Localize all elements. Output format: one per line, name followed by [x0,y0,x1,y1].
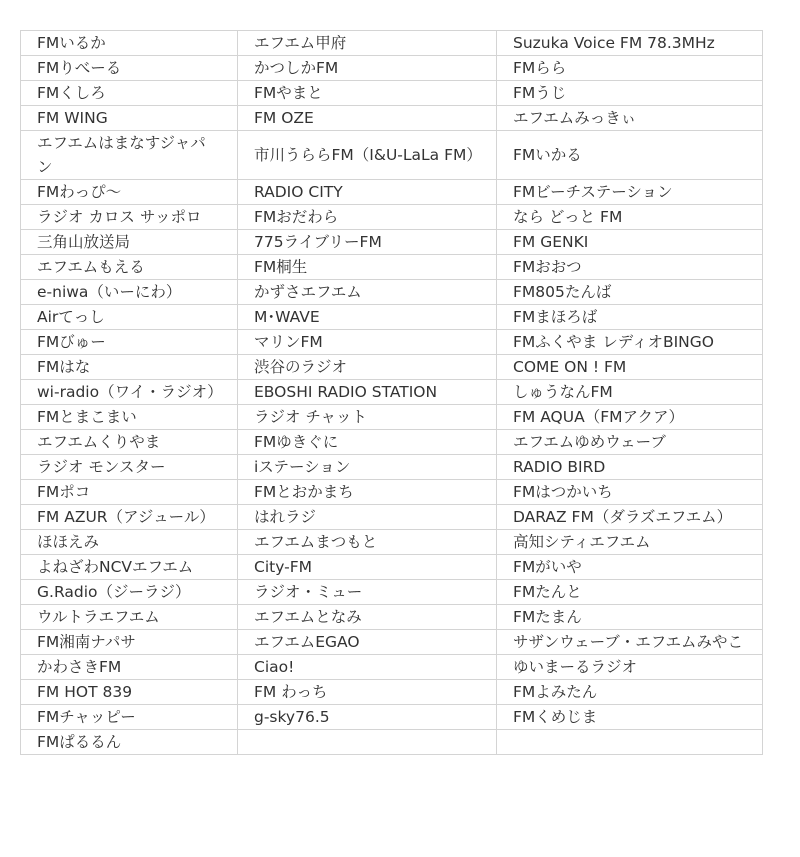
table-cell: FMおおつ [497,255,763,280]
table-cell: FMたんと [497,580,763,605]
table-row [21,680,763,705]
table-row [21,205,763,230]
table-row [21,180,763,205]
table-row [21,305,763,330]
table-cell: FMとまこまい [21,405,238,430]
table-cell: G.Radio（ジーラジ） [21,580,238,605]
table-row [21,330,763,355]
table-cell: FMゆきぐに [238,430,497,455]
table-cell: エフエムもえる [21,255,238,280]
table-cell: DARAZ FM（ダラズエフエム） [497,505,763,530]
table-cell: FM AZUR（アジュール） [21,505,238,530]
table-cell: 市川うららFM（I&U-LaLa FM） [238,131,497,180]
table-cell: RADIO BIRD [497,455,763,480]
table-cell: FMぱるるん [21,730,238,755]
table-cell: FM OZE [238,106,497,131]
table-cell: マリンFM [238,330,497,355]
table-cell: FMビーチステーション [497,180,763,205]
table-row [21,555,763,580]
table-cell: RADIO CITY [238,180,497,205]
table-cell: FMいかる [497,131,763,180]
table-cell: FMびゅー [21,330,238,355]
table-cell: 高知シティエフエム [497,530,763,555]
station-table-body [21,31,763,755]
table-cell: よねざわNCVエフエム [21,555,238,580]
table-cell: ラジオ・ミュー [238,580,497,605]
table-cell: FMいるか [21,31,238,56]
station-table-container [20,30,762,755]
table-row [21,31,763,56]
table-row [21,380,763,405]
table-cell: エフエムとなみ [238,605,497,630]
station-table [20,30,763,755]
table-cell: エフエム甲府 [238,31,497,56]
table-cell: e-niwa（いーにわ） [21,280,238,305]
table-cell: ゆいまーるラジオ [497,655,763,680]
table-row [21,655,763,680]
table-cell: ほほえみ [21,530,238,555]
table-cell: City-FM [238,555,497,580]
table-cell: FM HOT 839 [21,680,238,705]
table-cell: FM わっち [238,680,497,705]
table-row [21,81,763,106]
table-cell: FM GENKI [497,230,763,255]
table-cell: M･WAVE [238,305,497,330]
table-cell: しゅうなんFM [497,380,763,405]
table-cell: Airてっし [21,305,238,330]
table-cell: エフエムゆめウェーブ [497,430,763,455]
table-cell: FMはつかいち [497,480,763,505]
table-cell: FMらら [497,56,763,81]
table-cell: エフエムはまなすジャパン [21,131,238,180]
table-cell: FMチャッピー [21,705,238,730]
table-row [21,730,763,755]
table-cell: FMたまん [497,605,763,630]
table-cell: かずさエフエム [238,280,497,305]
table-row [21,480,763,505]
table-cell: ラジオ カロス サッポロ [21,205,238,230]
table-cell: EBOSHI RADIO STATION [238,380,497,405]
table-cell: FMりべーる [21,56,238,81]
table-cell: ラジオ モンスター [21,455,238,480]
table-row [21,355,763,380]
table-cell: FMはな [21,355,238,380]
table-cell: FMポコ [21,480,238,505]
table-cell: 775ライブリーFM [238,230,497,255]
table-cell: なら どっと FM [497,205,763,230]
table-cell: エフエムみっきぃ [497,106,763,131]
table-cell: wi-radio（ワイ・ラジオ） [21,380,238,405]
table-cell: ラジオ チャット [238,405,497,430]
table-cell: 三角山放送局 [21,230,238,255]
table-row [21,530,763,555]
table-row [21,630,763,655]
table-row [21,605,763,630]
table-row [21,255,763,280]
table-cell: FMまほろば [497,305,763,330]
table-cell: FM WING [21,106,238,131]
table-cell: FM AQUA（FMアクア） [497,405,763,430]
table-cell: エフエムくりやま [21,430,238,455]
table-cell: g-sky76.5 [238,705,497,730]
table-cell: 渋谷のラジオ [238,355,497,380]
table-cell: FMよみたん [497,680,763,705]
table-cell: FM桐生 [238,255,497,280]
table-cell: エフエムEGAO [238,630,497,655]
table-cell: FMやまと [238,81,497,106]
table-row [21,106,763,131]
table-row [21,580,763,605]
table-row [21,455,763,480]
table-row [21,131,763,180]
table-row [21,230,763,255]
table-row [21,705,763,730]
table-cell: サザンウェーブ・エフエムみやこ [497,630,763,655]
table-cell [497,730,763,755]
table-cell: FMくしろ [21,81,238,106]
table-cell: iステーション [238,455,497,480]
table-cell: FMわっぴ～ [21,180,238,205]
table-cell: エフエムまつもと [238,530,497,555]
table-cell: ウルトラエフエム [21,605,238,630]
table-row [21,430,763,455]
table-cell: FMとおかまち [238,480,497,505]
table-cell: FMうじ [497,81,763,106]
table-cell: FMふくやま レディオBINGO [497,330,763,355]
table-cell: FM805たんば [497,280,763,305]
table-cell: Suzuka Voice FM 78.3MHz [497,31,763,56]
table-cell: はれラジ [238,505,497,530]
table-cell: かわさきFM [21,655,238,680]
table-row [21,56,763,81]
table-cell: かつしかFM [238,56,497,81]
table-cell: FM湘南ナパサ [21,630,238,655]
table-cell: FMおだわら [238,205,497,230]
table-row [21,405,763,430]
table-cell [238,730,497,755]
table-cell: Ciao! [238,655,497,680]
table-row [21,505,763,530]
table-cell: FMくめじま [497,705,763,730]
table-row [21,280,763,305]
table-cell: COME ON ! FM [497,355,763,380]
table-cell: FMがいや [497,555,763,580]
